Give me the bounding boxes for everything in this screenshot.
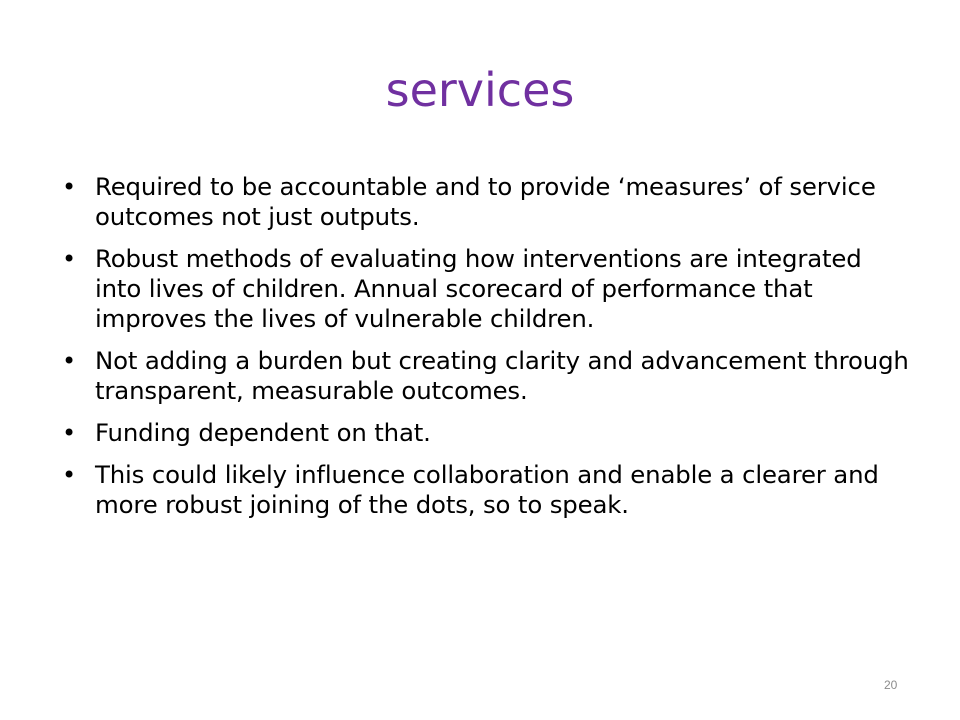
- bullet-item: [62, 172, 915, 232]
- bullet-item: [62, 460, 915, 520]
- bullet-item: [62, 346, 915, 406]
- page-number: 20: [884, 678, 898, 692]
- bullet-text: Robust methods of evaluating how interventions are integrated into lives of children. Annual scorecard of performance that improves the lives of vulnerable children.: [95, 244, 862, 333]
- bullet-icon: •: [62, 347, 77, 375]
- bullet-text: Not adding a burden but creating clarity and advancement through transparent, measurable outcomes.: [95, 346, 909, 405]
- bullet-text: Required to be accountable and to provide ‘measures’ of service outcomes not just outputs.: [95, 172, 876, 231]
- bullet-icon: •: [62, 419, 77, 447]
- bullet-icon: •: [62, 245, 77, 273]
- bullet-text: This could likely influence collaboration and enable a clearer and more robust joining of the dots, so to speak.: [95, 460, 879, 519]
- bullet-item: [62, 244, 915, 334]
- bullet-text: Funding dependent on that.: [95, 418, 431, 447]
- slide-title: services: [385, 63, 575, 117]
- bullet-item: [62, 418, 915, 448]
- bullet-list: [62, 172, 915, 532]
- bullet-icon: •: [62, 173, 77, 201]
- bullet-icon: •: [62, 461, 77, 489]
